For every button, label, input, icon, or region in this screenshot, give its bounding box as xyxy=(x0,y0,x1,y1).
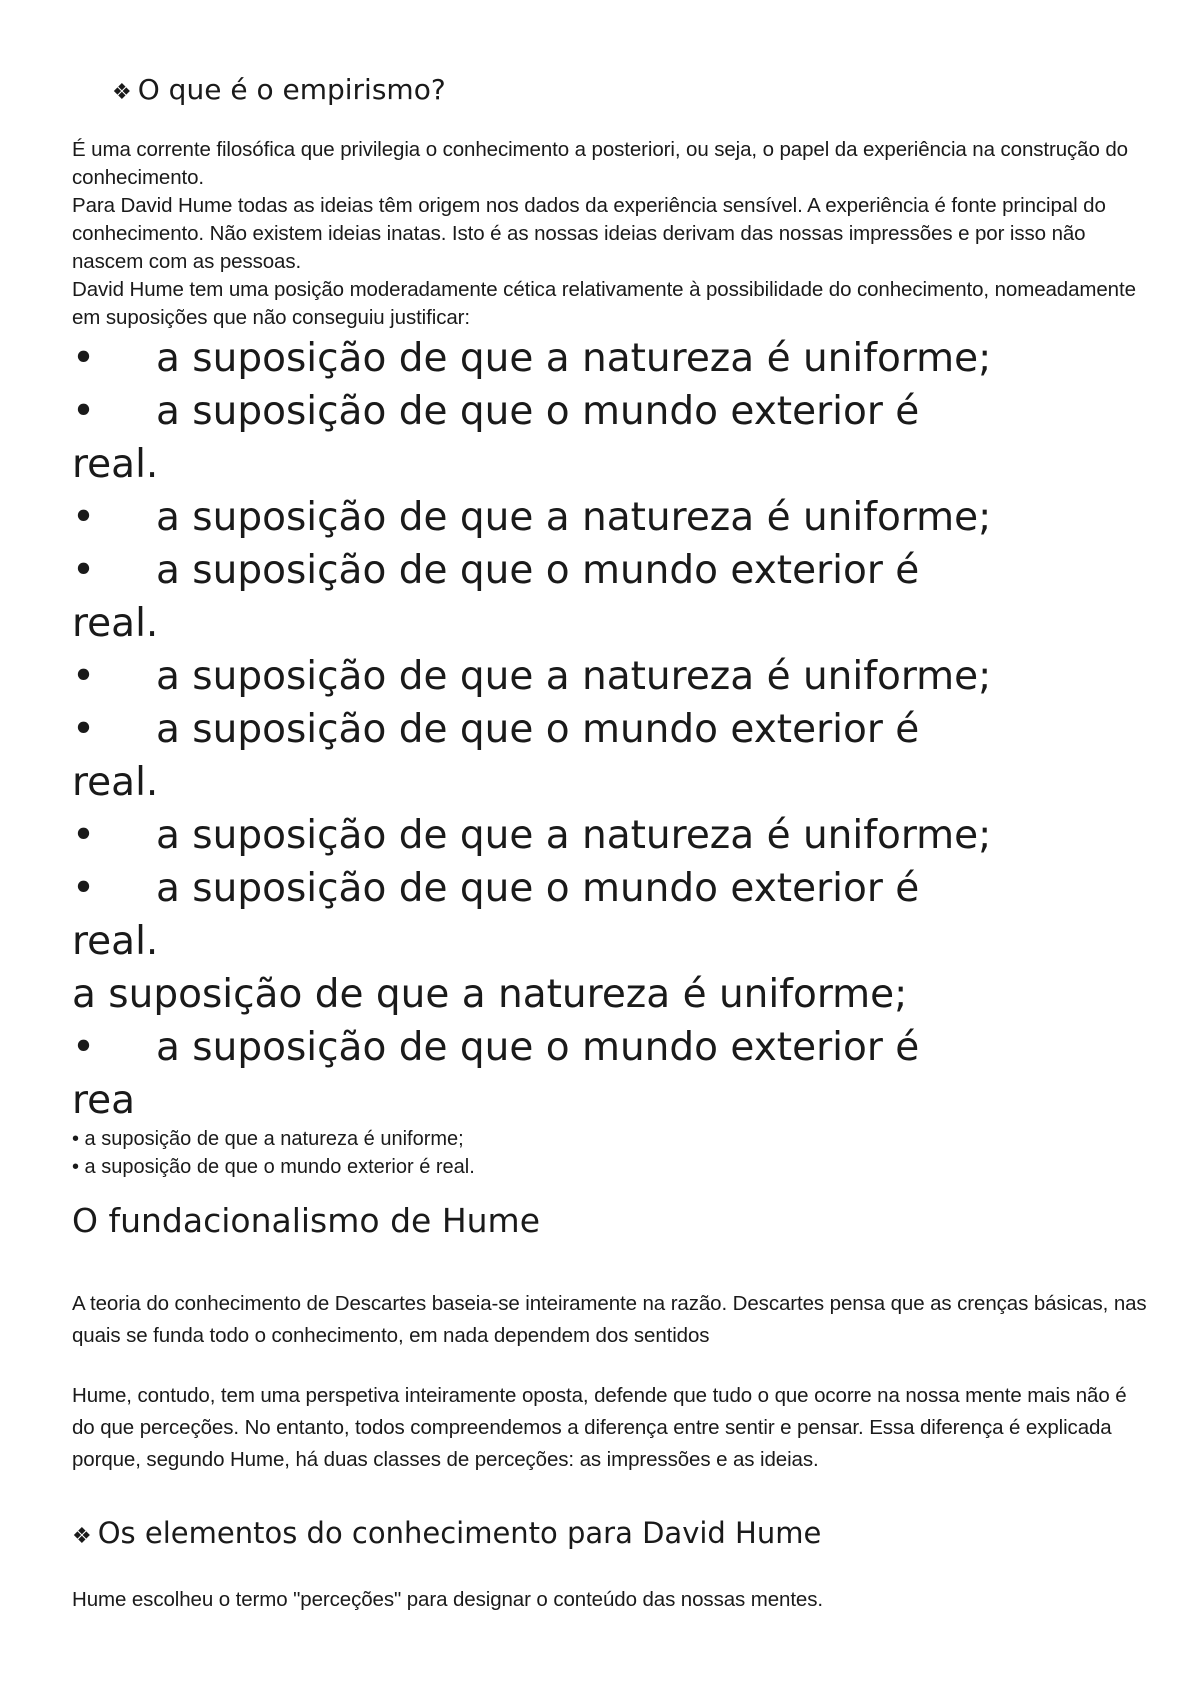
list-item: • a suposição de que a natureza é uniforme; xyxy=(72,491,1172,544)
list-item: • a suposição de que o mundo exterior é xyxy=(72,1021,1172,1074)
list-item: • a suposição de que a natureza é uniforme; xyxy=(72,650,1172,703)
paragraph-hume-skeptic: David Hume tem uma posição moderadamente cética relativamente à possibilidade do conhecimento, nomeadamente em suposições que não conseguiu justificar: xyxy=(72,278,1136,329)
bullet-icon: • xyxy=(72,1025,96,1070)
list-item-unbulleted: a suposição de que a natureza é uniforme; xyxy=(72,972,908,1017)
paragraph-definition: É uma corrente filosófica que privilegia o conhecimento a posteriori, ou seja, o papel da experiência na construção do conhecimento. xyxy=(72,138,1128,189)
section-heading-fundacionalismo: O fundacionalismo de Hume xyxy=(72,1201,540,1240)
list-item: • a suposição de que o mundo exterior é xyxy=(72,862,1172,915)
bullet-icon: • xyxy=(72,707,96,752)
list-item-continuation: real. xyxy=(72,919,159,964)
list-item: • a suposição de que a natureza é uniforme; xyxy=(72,332,1172,385)
list-item: • a suposição de que o mundo exterior é xyxy=(72,544,1172,597)
small-supposition-list xyxy=(72,1125,475,1181)
bullet-icon: • xyxy=(72,813,96,858)
bullet-icon: • xyxy=(72,389,96,434)
section-heading-elementos xyxy=(72,1514,821,1556)
section-heading-empirismo xyxy=(112,72,446,111)
bullet-icon: • xyxy=(72,495,96,540)
heading-text: O que é o empirismo? xyxy=(137,73,446,106)
list-item-continuation: real. xyxy=(72,601,159,646)
paragraph-descartes: A teoria do conhecimento de Descartes baseia-se inteiramente na razão. Descartes pensa que as crenças básicas, nas quais se funda todo o conhecimento, em nada dependem dos sentidos xyxy=(72,1292,1147,1347)
list-item: • a suposição de que o mundo exterior é xyxy=(72,385,1172,438)
diamond-bullet-icon: ❖ xyxy=(112,80,132,105)
list-item-continuation: real. xyxy=(72,442,159,487)
list-item-continuation: real. xyxy=(72,760,159,805)
bullet-icon: • xyxy=(72,336,96,381)
bullet-icon: • xyxy=(72,548,96,593)
list-item: • a suposição de que o mundo exterior é real. xyxy=(72,1156,475,1178)
large-supposition-list xyxy=(72,332,1172,1127)
paragraph-hume-perceptions: Hume, contudo, tem uma perspetiva inteiramente oposta, defende que tudo o que ocorre na nossa mente mais não é do que perceções. No entanto, todos compreendemos a diferença entre sentir e pensar. Essa diferença é explicada porque, segundo Hume, há duas classes de perceções: as impressões e as ideias. xyxy=(72,1384,1127,1471)
paragraph-percecoes: Hume escolheu o termo "perceções" para designar o conteúdo das nossas mentes. xyxy=(72,1588,823,1611)
heading-text: Os elementos do conhecimento para David Hume xyxy=(97,1516,822,1550)
paragraph-hume-ideas: Para David Hume todas as ideias têm origem nos dados da experiência sensível. A experiência é fonte principal do conhecimento. Não existem ideias inatas. Isto é as nossas ideias derivam das nossas impressões e por isso não nascem com as pessoas. xyxy=(72,194,1106,273)
list-item: • a suposição de que o mundo exterior é xyxy=(72,703,1172,756)
bullet-icon: • xyxy=(72,866,96,911)
list-item: • a suposição de que a natureza é uniforme; xyxy=(72,809,1172,862)
list-item: • a suposição de que a natureza é uniforme; xyxy=(72,1128,464,1150)
list-item-continuation: rea xyxy=(72,1078,136,1123)
diamond-bullet-icon: ❖ xyxy=(72,1524,92,1549)
bullet-icon: • xyxy=(72,654,96,699)
